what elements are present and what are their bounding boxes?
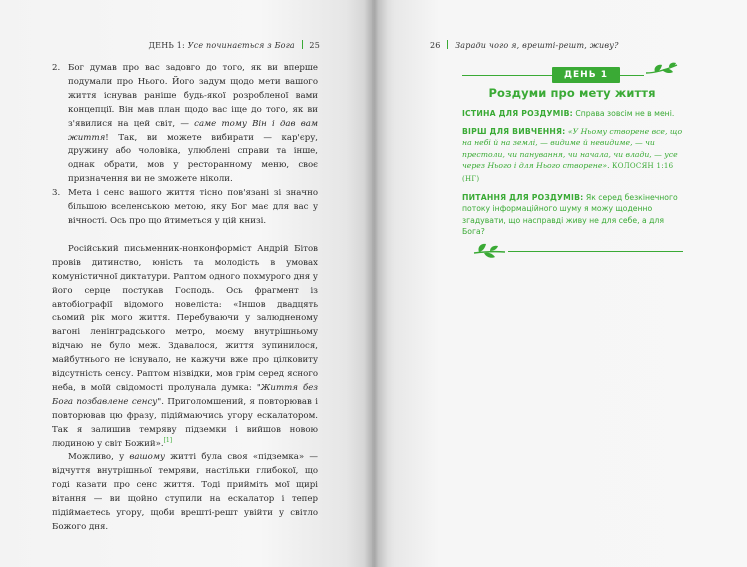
list-text-part: ! Так, ви можете вибирати — кар'єру, дружину або чоловіка, улюблені справи та інше, однак обрати, мов у ресторанному меню, своє призначення ви не зможете ніколи. [68,132,318,185]
reflection-box [462,108,683,244]
top-rule-left [462,75,552,76]
paragraph-part: Можливо, у [68,452,130,463]
running-head-right [430,40,619,51]
question-block [462,192,683,238]
paragraph-bitov [52,243,318,452]
list-text [68,62,318,187]
list-text-part: Бог думав про вас задовго до того, як ви вперше подумали про Нього. Його задум щодо мети вашого життя існував раніше будь-якої розробленої вами концепції. Він мав план щодо вас іще до того, як ви з'явилися на цей світ, — [68,63,318,129]
question-label: ПИТАННЯ ДЛЯ РОЗДУМІВ: [462,192,584,202]
list-text: Мета і сенс вашого життя тісно пов'язані зі значно більшою вселенською метою, яку Бог має для вас у вічності. Ось про що йтиметься у цій книзі. [68,188,318,226]
running-head-divider [447,40,448,49]
verse-label: ВІРШ ДЛЯ ВИВЧЕННЯ: [462,126,566,136]
leaf-sprig-icon [472,241,506,261]
paragraph-part: Російський письменник-нонконформіст Андрій Бітов провів дитинство, юність та молодість в умовах комуністичної диктатури. Раптом одного похмурого дня у його серце постукав Господь. Ось фрагмент із автобіографії відомого новеліста: «Іншов двадцять сьомий рік мого життя. Перебуваючи у залюдненому вагоні ленінградського метро, моєму внутрішньому відчаю не було меж. Здавалося, життя зупинилося, майбутнього не існувало, не кажучи вже про цілковиту відсутність сенсу. Раптом нізвідки, мов грім серед ясного неба, в моїй свідомості пролунала думка: [52,243,318,393]
list-item [52,62,318,187]
list-number: 2. [52,63,61,73]
book-gutter-shadow [364,0,388,567]
footnote-link[interactable]: [1] [163,436,173,444]
running-head-chapter: Усе починається з Бога [187,41,295,50]
top-rule-right [608,75,644,76]
left-page [0,0,372,567]
verse-reference: КОЛОСЯН 1:16 (НГ) [462,162,674,183]
reflection-title: Роздуми про мету життя [488,86,656,100]
running-head-day: ДЕНЬ 1: [148,41,185,50]
left-body-text [52,62,318,535]
page-number: 25 [309,41,320,50]
truth-label: ІСТИНА ДЛЯ РОЗДУМІВ: [462,109,573,118]
list-item [52,187,318,229]
paragraph-part: житті була своя «підземка» — відчуття внутрішньої темряви, настільки глибокої, що годі казати про сенс життя. Тоді прийміть мої щирі вітання — ви щойно ступили на ескалатор і тепер підіймаєтесь угору, щоби врешті-решт увійти у світло Божого дня. [52,452,318,532]
paragraph-emphasis: вашому [129,452,165,463]
bottom-rule [508,251,683,252]
paragraph-subway [52,451,318,534]
running-head-divider [302,40,303,49]
list-text-emphasis: саме тому Він і дав вам життя [68,118,318,143]
day-badge: ДЕНЬ 1 [552,67,620,83]
paragraph-part: . Приголомшений, я повторював і повторював цю фразу, підіймаючись угору ескалатором. Так я залишив темряву підземки і вийшов новою людиною у світ Божий». [52,396,318,449]
truth-block [462,108,683,120]
leaf-sprig-icon [645,62,679,82]
running-head-left [148,40,320,51]
verse-text: «У Ньому створене все, що на небі й на землі, — видиме й невидиме, — чи престоли, чи панування, чи начала, чи влади, — усе через Нього і для Нього створене». [462,126,683,171]
paragraph-quote: "Життя без Бога позбавлене сенсу" [52,382,318,407]
running-head-book-title: Заради чого я, врешті-решт, живу? [455,41,619,50]
question-text: Як серед безкінечного потоку інформаційного шуму я можу щоденно згадувати, що насправді живу не для себе, а для Бога? [462,192,678,237]
truth-text: Справа зовсім не в мені. [575,109,675,118]
verse-block [462,126,683,186]
page-number: 26 [430,41,441,50]
list-number: 3. [52,188,61,199]
